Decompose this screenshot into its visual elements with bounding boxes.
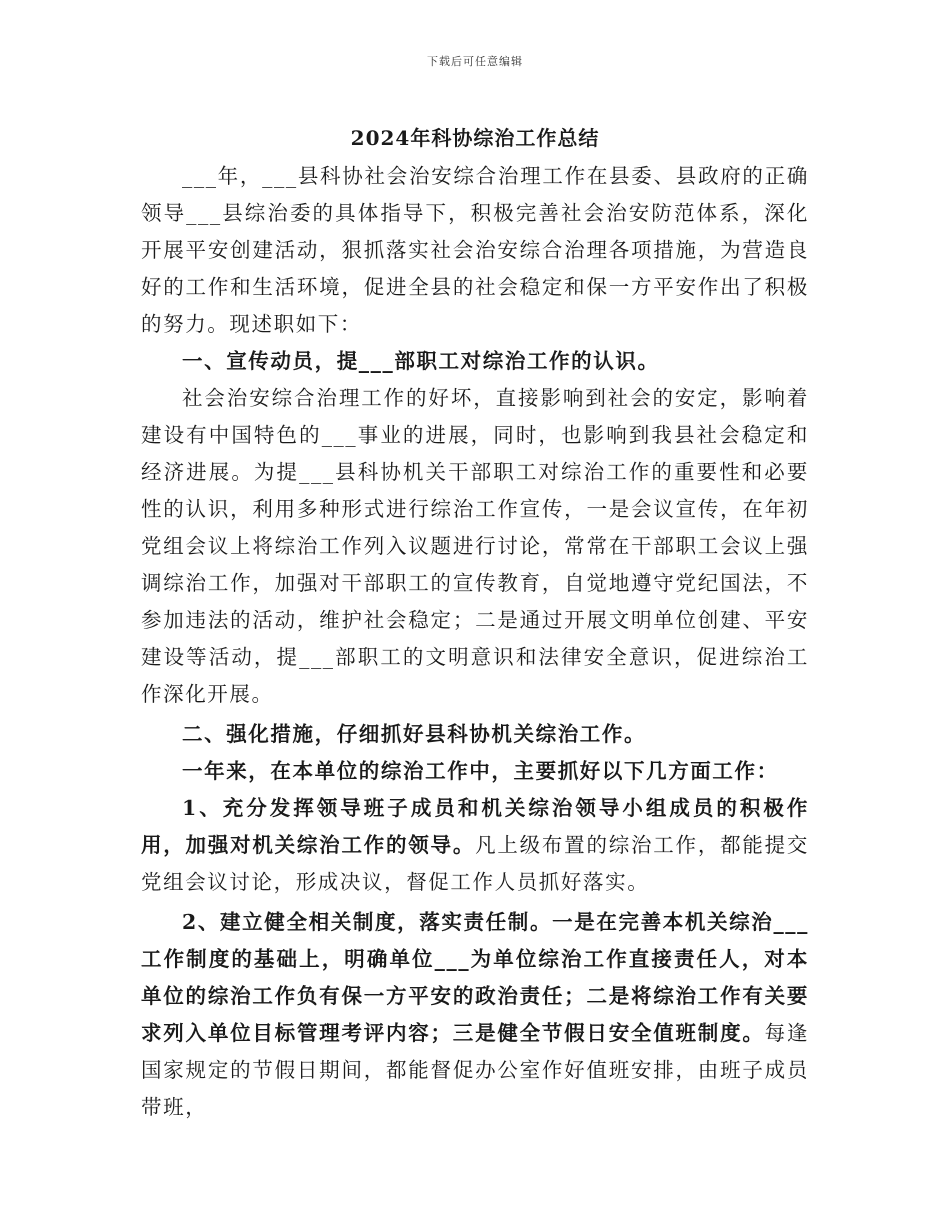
item-1-lead: 1、充分发挥领导班子成员和机关综治领导小组成员的积极作用，加强对机关综治工作的领导。 <box>141 796 809 857</box>
heading-section-2-intro: 一年来，在本单位的综治工作中，主要抓好以下几方面工作： <box>182 759 779 783</box>
heading-section-2: 二、强化措施，仔细抓好县科协机关综治工作。 <box>182 722 647 746</box>
paragraph-item-1 <box>141 790 809 901</box>
paragraph-section-1: 社会治安综合治理工作的好坏，直接影响到社会的安定，影响着建设有中国特色的___事业的进展，同时，也影响到我县社会稳定和经济进展。为提___县科协机关干部职工对综治工作的重要性和必要性的认识，利用多种形式进行综治工作宣传，一是会议宣传，在年初党组会议上将综治工作列入议题进行讨论，常常在干部职工会议上强调综治工作，加强对干部职工的宣传教育，自觉地遵守党纪国法，不参加违法的活动，维护社会稳定；二是通过开展文明单位创建、平安建设等活动，提___部职工的文明意识和法律安全意识，促进综治工作深化开展。 <box>141 386 809 706</box>
item-2-body: 每逢国家规定的节假日期间，都能督促办公室作好值班安排，由班子成员带班， <box>141 1021 809 1119</box>
item-1-body: 凡上级布置的综治工作，都能提交党组会议讨论，形成决议，督促工作人员抓好落实。 <box>141 833 810 894</box>
heading-section-1: 一、宣传动员，提___部职工对综治工作的认识。 <box>182 349 660 373</box>
header-note: 下载后可任意编辑 <box>427 55 523 68</box>
document-body <box>141 158 809 1126</box>
paragraph-intro: ___年，___县科协社会治安综合治理工作在县委、县政府的正确领导___县综治委的具体指导下，积极完善社会治安防范体系，深化开展平安创建活动，狠抓落实社会治安综合治理各项措施，为营造良好的工作和生活环境，促进全县的社会稳定和保一方平安作出了积极的努力。现述职如下： <box>141 164 809 336</box>
paragraph-item-2 <box>141 904 809 1126</box>
item-2-lead: 2、建立健全相关制度，落实责任制。一是在完善本机关综治___工作制度的基础上，明确单位___为单位综治工作直接责任人，对本单位的综治工作负有保一方平安的政治责任；二是将综治工作有关要求列入单位目标管理考评内容；三是健全节假日安全值班制度。 <box>141 910 809 1045</box>
page-title: 2024年科协综治工作总结 <box>350 126 600 150</box>
